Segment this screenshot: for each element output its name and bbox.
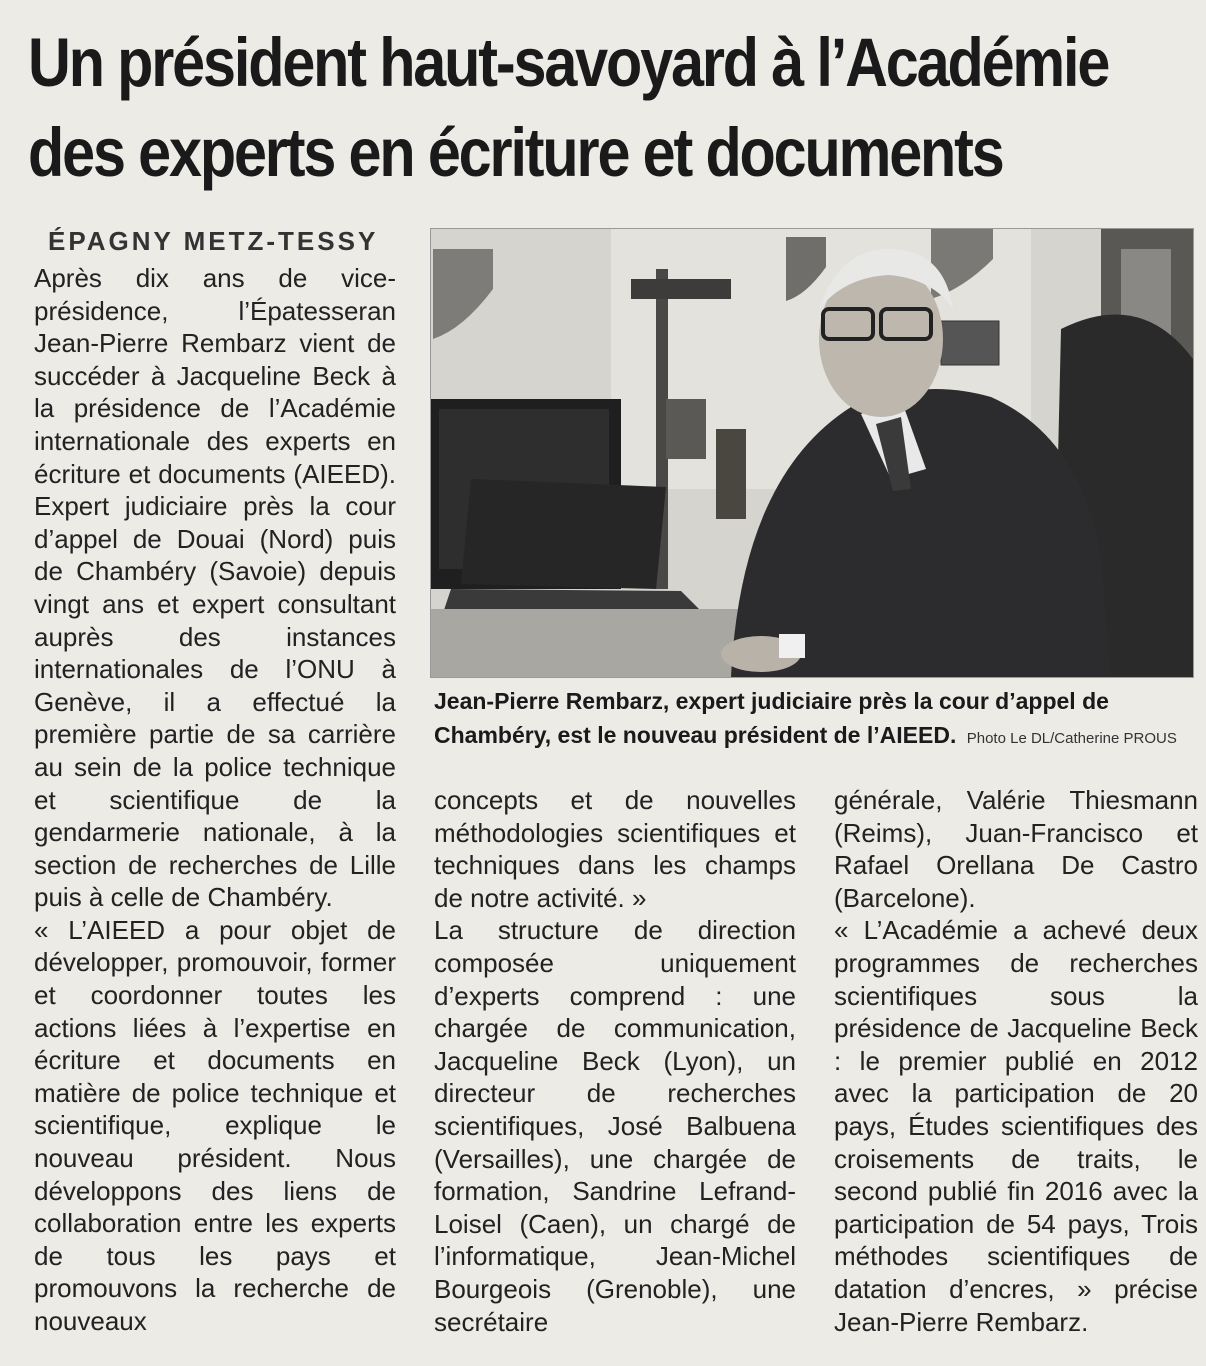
headline xyxy=(28,18,1109,198)
article-paragraph: générale, Valérie Thiesmann (Reims), Juan-Francisco et Rafael Orellana De Castro (Barcelone). xyxy=(834,785,1198,913)
portrait-photo xyxy=(430,228,1194,678)
laptop-icon xyxy=(461,479,666,589)
article-paragraph: La structure de direction composée uniquement d’experts comprend : une chargée de communication, Jacqueline Beck (Lyon), un directeur de recherches scientifiques, José Balbuena (Versailles), une chargée de formation, Sandrine Lefrand-Loisel (Caen), un chargé de l’informatique, Jean-Michel Bourgeois (Grenoble), une secrétaire xyxy=(434,915,796,1337)
wall-frame-icon xyxy=(941,321,999,365)
headline-line-2: des experts en écriture et documents xyxy=(28,114,1003,191)
headline-line-1: Un président haut-savoyard à l’Académie xyxy=(28,24,1109,101)
caption-text: Jean-Pierre Rembarz, expert judiciaire près la cour d’appel de Chambéry, est le nouveau président de l’AIEED. xyxy=(434,688,1109,748)
article-paragraph: « L’Académie a achevé deux programmes de recherches scientifiques sous la présidence de Jacqueline Beck : le premier publié en 2012 avec la participation de 20 pays, Études scientifiques des croisements de traits, le second publié fin 2016 avec la participation de 54 pays, Trois méthodes scientifiques de datation d’encres, » précise Jean-Pierre Rembarz. xyxy=(834,915,1198,1337)
photo-caption xyxy=(434,684,1194,756)
article-column-2 xyxy=(434,784,796,1338)
photo-credit: Photo Le DL/Catherine PROUS xyxy=(966,730,1177,747)
photo-illustration xyxy=(431,229,1193,677)
article-column-3 xyxy=(834,784,1198,1338)
article-column-1 xyxy=(34,262,396,1338)
article-paragraph: « L’AIEED a pour objet de développer, promouvoir, former et coordonner toutes les actions liées à l’expertise en écriture et documents en matière de police technique et scientifique, explique le nouveau président. Nous développons des liens de collaboration entre les experts de tous les pays et promouvons la recherche de nouveaux xyxy=(34,914,396,1336)
article-paragraph: Après dix ans de vice-présidence, l’Épatesseran Jean-Pierre Rembarz vient de succéder à Jacqueline Beck à la présidence de l’Académie internationale des experts en écriture et documents (AIEED). Expert judiciaire près la cour d’appel de Douai (Nord) puis de Chambéry (Savoie) depuis vingt ans et expert consultant auprès des instances internationales de l’ONU à Genève, il a effectué la première partie de sa carrière au sein de la police technique et scientifique de la gendarmerie nationale, à la section de recherches de Lille puis à celle de Chambéry. xyxy=(34,263,396,913)
article-paragraph: concepts et de nouvelles méthodologies scientifiques et techniques dans les champs de notre activité. » xyxy=(434,785,796,913)
dateline: ÉPAGNY METZ-TESSY xyxy=(48,226,379,256)
